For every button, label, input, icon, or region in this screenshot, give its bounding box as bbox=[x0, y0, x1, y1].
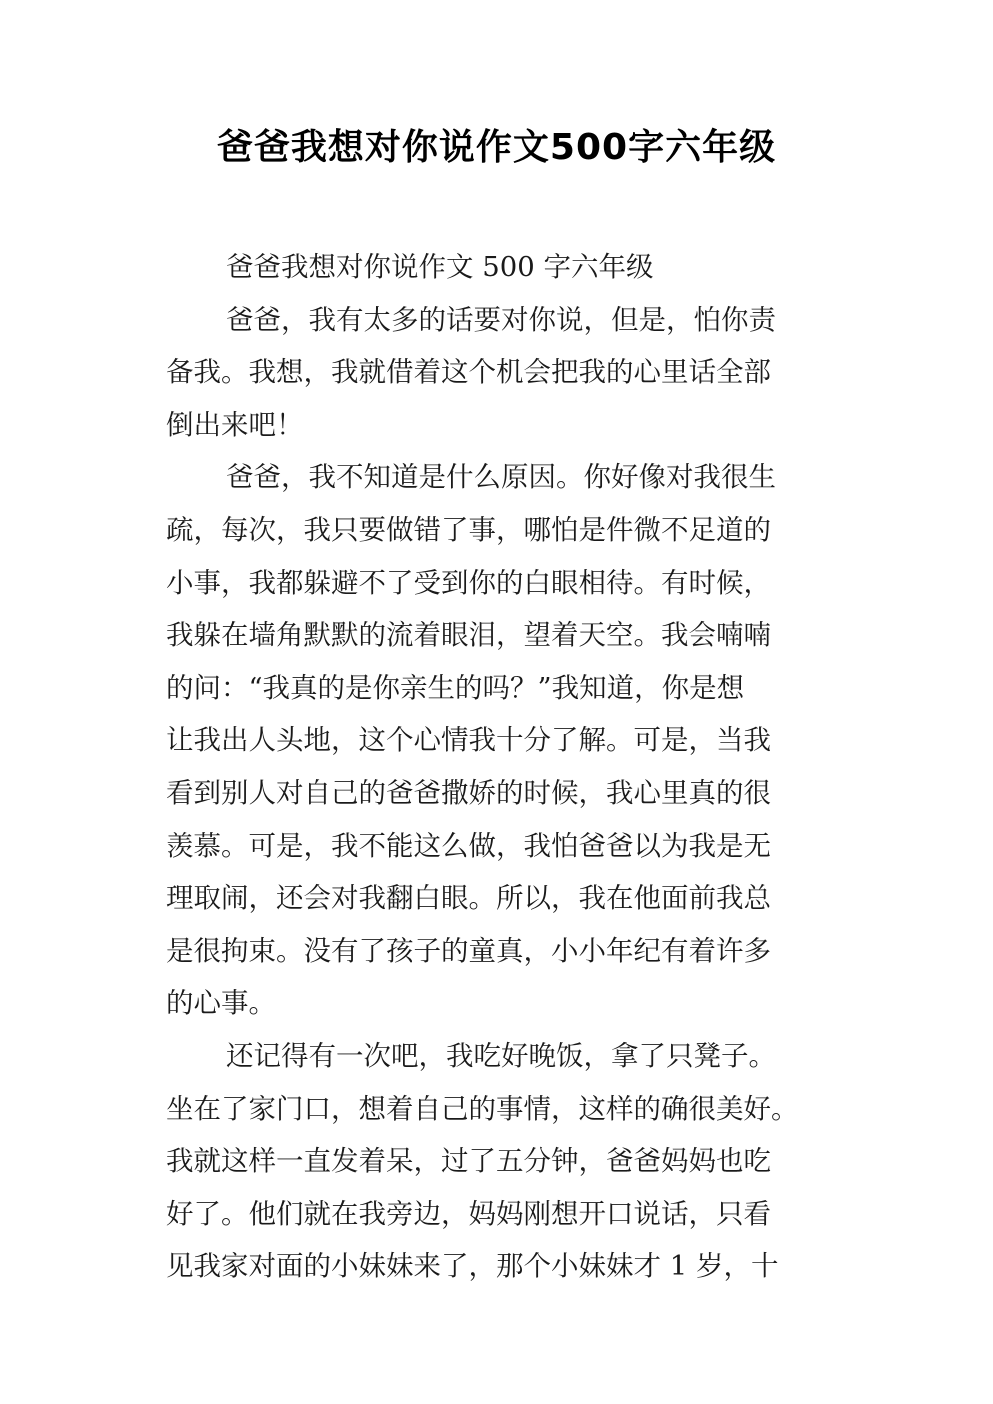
body-line: 是很拘束。没有了孩子的童真，小小年纪有着许多 bbox=[166, 934, 771, 967]
body-line: 倒出来吧！ bbox=[166, 408, 304, 441]
body-line: 让我出人头地，这个心情我十分了解。可是，当我 bbox=[166, 724, 771, 757]
body-line: 小事，我都躲避不了受到你的白眼相待。有时候， bbox=[166, 566, 771, 599]
body-line: 的问：“我真的是你亲生的吗？”我知道，你是想 bbox=[166, 671, 745, 704]
body-line: 的心事。 bbox=[166, 987, 276, 1020]
body-line: 见我家对面的小妹妹来了，那个小妹妹才 1 岁，十 bbox=[166, 1250, 779, 1283]
body-line: 羡慕。可是，我不能这么做，我怕爸爸以为我是无 bbox=[166, 829, 771, 862]
body-line: 坐在了家门口，想着自己的事情，这样的确很美好。 bbox=[166, 1092, 799, 1125]
body-line: 我躲在墙角默默的流着眼泪，望着天空。我会喃喃 bbox=[166, 619, 771, 652]
body-line: 备我。我想，我就借着这个机会把我的心里话全部 bbox=[166, 356, 771, 389]
document-body bbox=[166, 241, 830, 1293]
body-line: 疏，每次，我只要做错了事，哪怕是件微不足道的 bbox=[166, 513, 771, 546]
body-line: 我就这样一直发着呆，过了五分钟，爸爸妈妈也吃 bbox=[166, 1145, 771, 1178]
document-title: 爸爸我想对你说作文500字六年级 bbox=[216, 127, 777, 168]
body-line: 爸爸我想对你说作文 500 字六年级 bbox=[226, 251, 654, 283]
body-line: 看到别人对自己的爸爸撒娇的时候，我心里真的很 bbox=[166, 776, 771, 809]
body-line: 还记得有一次吧，我吃好晚饭，拿了只凳子。 bbox=[226, 1039, 776, 1072]
body-line: 好了。他们就在我旁边，妈妈刚想开口说话，只看 bbox=[166, 1197, 771, 1230]
body-line: 理取闹，还会对我翻白眼。所以，我在他面前我总 bbox=[166, 882, 771, 915]
body-line: 爸爸，我有太多的话要对你说，但是，怕你责 bbox=[226, 303, 776, 336]
body-line: 爸爸，我不知道是什么原因。你好像对我很生 bbox=[226, 461, 776, 494]
